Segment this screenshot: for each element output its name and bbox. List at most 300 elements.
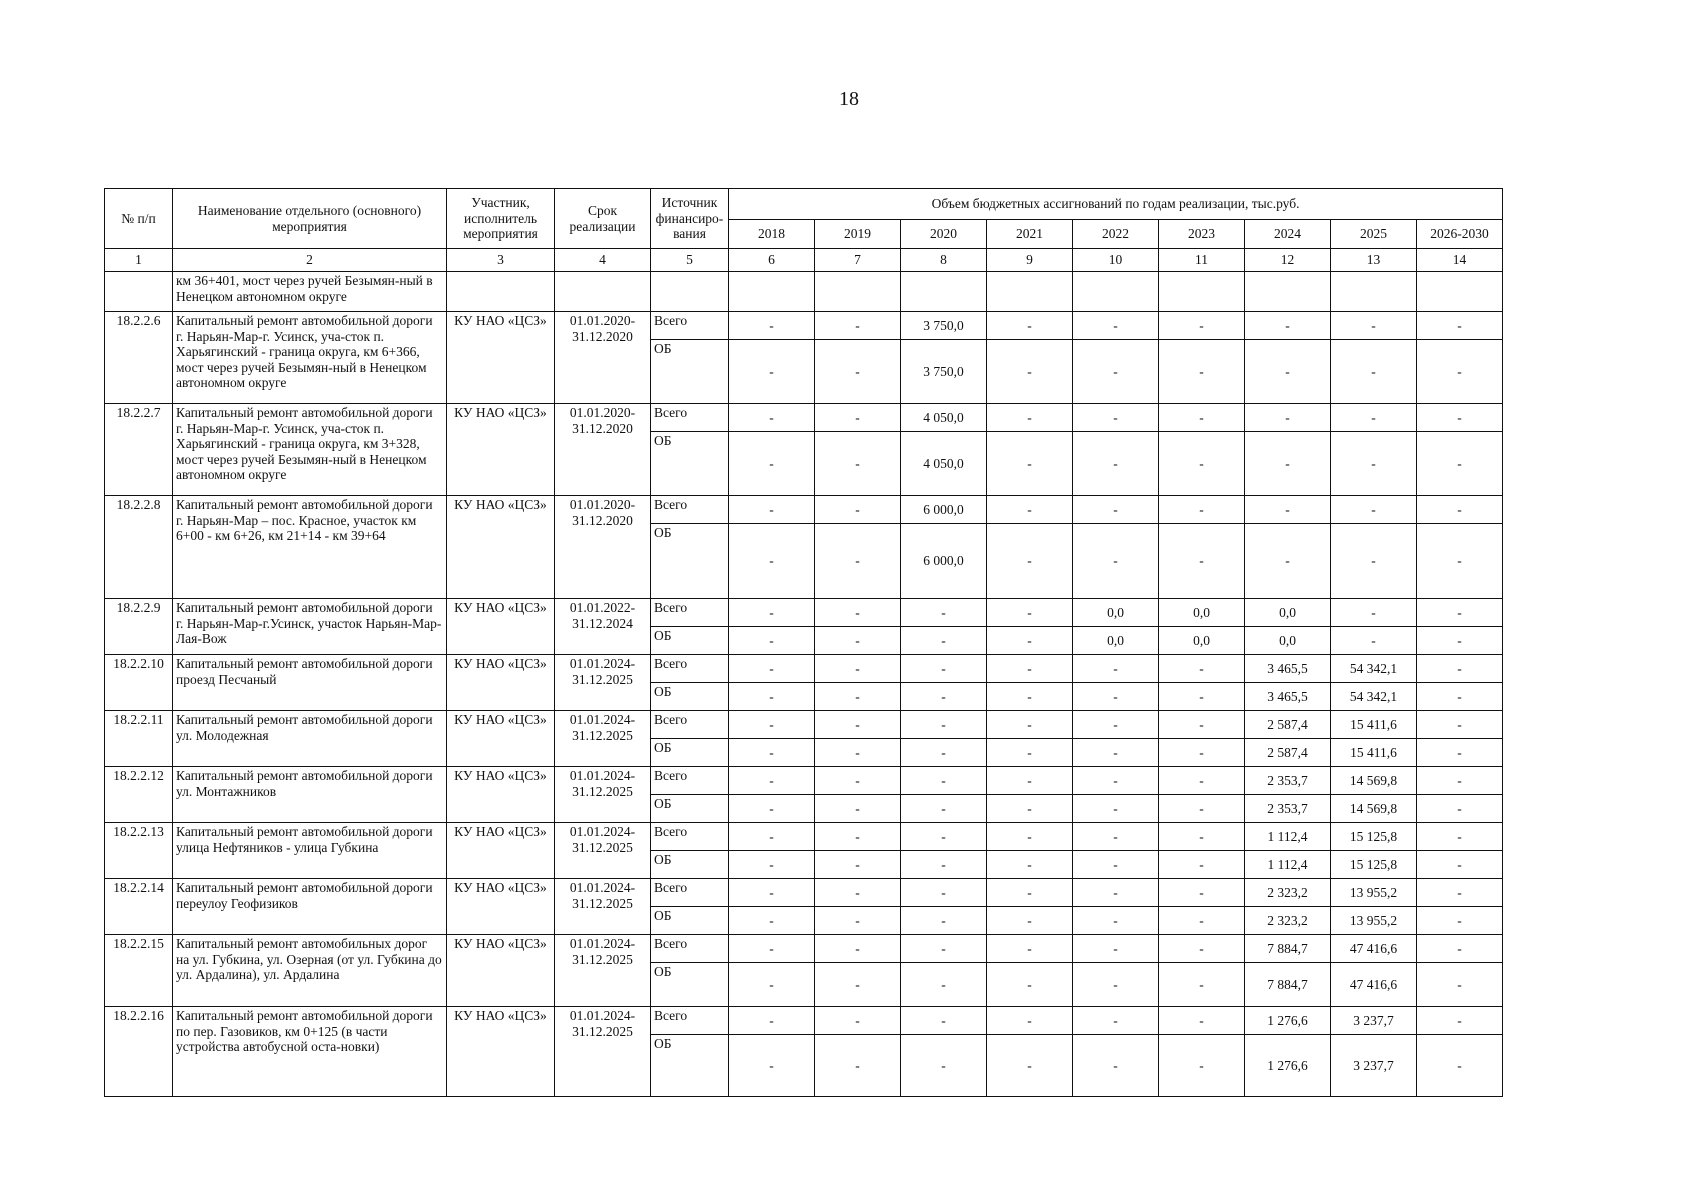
budget-value: 0,0: [1073, 599, 1159, 627]
budget-value: -: [901, 851, 987, 879]
budget-value: -: [1331, 340, 1417, 404]
budget-value: 54 342,1: [1331, 655, 1417, 683]
budget-value: -: [729, 627, 815, 655]
measure-term: 01.01.2020-31.12.2020: [555, 312, 651, 404]
budget-value: -: [901, 599, 987, 627]
column-index: 11: [1159, 249, 1245, 272]
budget-value: -: [1073, 739, 1159, 767]
budget-value: -: [1159, 795, 1245, 823]
budget-value: -: [901, 655, 987, 683]
header-year: 2018: [729, 220, 815, 249]
table-row: [105, 935, 1503, 963]
budget-value: -: [901, 627, 987, 655]
budget-value: -: [1417, 340, 1503, 404]
table-body: [105, 272, 1503, 1097]
budget-value: 15 125,8: [1331, 823, 1417, 851]
budget-value: -: [729, 739, 815, 767]
header-year: 2020: [901, 220, 987, 249]
budget-value: -: [815, 627, 901, 655]
budget-value: -: [1159, 683, 1245, 711]
funding-source: Всего: [651, 1007, 729, 1035]
column-index: 1: [105, 249, 173, 272]
budget-value: -: [1073, 1035, 1159, 1097]
budget-value: -: [1159, 1007, 1245, 1035]
measure-name: Капитальный ремонт автомобильной дороги г. Нарьян-Мар-г.Усинск, участок Нарьян-Мар-Лая-Вож: [173, 599, 447, 655]
measure-executor: КУ НАО «ЦСЗ»: [447, 823, 555, 879]
measure-name: Капитальный ремонт автомобильной дороги проезд Песчаный: [173, 655, 447, 711]
measure-executor: КУ НАО «ЦСЗ»: [447, 767, 555, 823]
funding-source: Всего: [651, 767, 729, 795]
header-source: Источник финансиро-вания: [651, 189, 729, 249]
budget-value: 15 411,6: [1331, 739, 1417, 767]
column-index: 12: [1245, 249, 1331, 272]
budget-value: -: [1073, 683, 1159, 711]
continuation-name: км 36+401, мост через ручей Безымян-ный в Ненецком автономном округе: [173, 272, 447, 312]
budget-value: 2 353,7: [1245, 795, 1331, 823]
budget-value: -: [815, 404, 901, 432]
budget-value: -: [1073, 963, 1159, 1007]
budget-value: -: [815, 823, 901, 851]
funding-source: ОБ: [651, 907, 729, 935]
column-index: 10: [1073, 249, 1159, 272]
budget-value: -: [987, 823, 1073, 851]
budget-value: -: [729, 851, 815, 879]
budget-value: -: [1073, 795, 1159, 823]
measure-term: 01.01.2024-31.12.2025: [555, 711, 651, 767]
budget-value: -: [901, 879, 987, 907]
budget-value: -: [1073, 524, 1159, 599]
budget-value: -: [987, 496, 1073, 524]
budget-value: -: [1073, 655, 1159, 683]
budget-value: -: [1417, 312, 1503, 340]
budget-value: -: [1159, 823, 1245, 851]
budget-value: -: [1245, 496, 1331, 524]
measure-executor: КУ НАО «ЦСЗ»: [447, 599, 555, 655]
funding-source: ОБ: [651, 683, 729, 711]
budget-value: -: [815, 340, 901, 404]
budget-value: -: [815, 496, 901, 524]
funding-source: ОБ: [651, 340, 729, 404]
budget-value: -: [1159, 963, 1245, 1007]
budget-value: -: [815, 524, 901, 599]
budget-value: 4 050,0: [901, 404, 987, 432]
budget-value: -: [1245, 432, 1331, 496]
budget-value: -: [901, 907, 987, 935]
budget-value: -: [987, 907, 1073, 935]
header-executor: Участник, исполнитель мероприятия: [447, 189, 555, 249]
budget-value: -: [987, 404, 1073, 432]
budget-value: -: [815, 935, 901, 963]
budget-value: 1 112,4: [1245, 851, 1331, 879]
budget-value: -: [987, 1035, 1073, 1097]
budget-value: -: [815, 711, 901, 739]
budget-value: -: [729, 683, 815, 711]
budget-value: -: [1073, 767, 1159, 795]
budget-value: -: [901, 683, 987, 711]
budget-value: -: [1159, 851, 1245, 879]
budget-value: -: [1331, 312, 1417, 340]
measure-executor: КУ НАО «ЦСЗ»: [447, 496, 555, 599]
budget-value: -: [1245, 312, 1331, 340]
budget-value: 0,0: [1159, 599, 1245, 627]
budget-value: 6 000,0: [901, 496, 987, 524]
budget-value: 0,0: [1245, 627, 1331, 655]
budget-value: -: [987, 1007, 1073, 1035]
measure-code: 18.2.2.7: [105, 404, 173, 496]
funding-source: Всего: [651, 496, 729, 524]
budget-value: -: [815, 851, 901, 879]
budget-value: -: [729, 496, 815, 524]
table-row: [105, 711, 1503, 739]
budget-value: 2 323,2: [1245, 879, 1331, 907]
measure-term: 01.01.2024-31.12.2025: [555, 1007, 651, 1097]
budget-value: -: [815, 907, 901, 935]
column-index: 4: [555, 249, 651, 272]
measure-code: 18.2.2.12: [105, 767, 173, 823]
budget-value: -: [1331, 432, 1417, 496]
funding-source: ОБ: [651, 851, 729, 879]
budget-value: -: [987, 683, 1073, 711]
budget-value: -: [815, 963, 901, 1007]
budget-value: -: [987, 627, 1073, 655]
budget-value: -: [1331, 524, 1417, 599]
budget-value: 54 342,1: [1331, 683, 1417, 711]
budget-value: 0,0: [1159, 627, 1245, 655]
measure-term: 01.01.2024-31.12.2025: [555, 879, 651, 935]
budget-value: -: [729, 879, 815, 907]
budget-value: -: [1159, 655, 1245, 683]
budget-value: -: [901, 711, 987, 739]
header-year: 2021: [987, 220, 1073, 249]
budget-value: -: [729, 404, 815, 432]
funding-source: ОБ: [651, 739, 729, 767]
header-year: 2026-2030: [1417, 220, 1503, 249]
budget-value: -: [1417, 963, 1503, 1007]
budget-value: 3 237,7: [1331, 1007, 1417, 1035]
budget-value: -: [1417, 795, 1503, 823]
budget-value: -: [1159, 432, 1245, 496]
budget-value: -: [987, 524, 1073, 599]
budget-value: -: [1159, 496, 1245, 524]
budget-value: -: [729, 524, 815, 599]
funding-source: ОБ: [651, 524, 729, 599]
budget-value: -: [729, 935, 815, 963]
budget-value: -: [815, 432, 901, 496]
continuation-code: [105, 272, 173, 312]
measure-executor: КУ НАО «ЦСЗ»: [447, 655, 555, 711]
budget-value: -: [815, 312, 901, 340]
budget-value: -: [1073, 851, 1159, 879]
budget-value: -: [987, 599, 1073, 627]
measure-code: 18.2.2.13: [105, 823, 173, 879]
budget-value: -: [815, 1035, 901, 1097]
funding-source: Всего: [651, 599, 729, 627]
measure-term: 01.01.2024-31.12.2025: [555, 823, 651, 879]
budget-value: -: [1159, 404, 1245, 432]
measure-term: 01.01.2022-31.12.2024: [555, 599, 651, 655]
measure-name: Капитальный ремонт автомобильной дороги ул. Молодежная: [173, 711, 447, 767]
budget-value: 3 750,0: [901, 312, 987, 340]
budget-value: -: [901, 1007, 987, 1035]
measure-name: Капитальный ремонт автомобильной дороги улица Нефтяников - улица Губкина: [173, 823, 447, 879]
budget-value: -: [987, 655, 1073, 683]
budget-value: -: [1073, 935, 1159, 963]
budget-value: 6 000,0: [901, 524, 987, 599]
funding-source: Всего: [651, 711, 729, 739]
budget-value: -: [1073, 907, 1159, 935]
budget-value: -: [729, 795, 815, 823]
header-volume: Объем бюджетных ассигнований по годам реализации, тыс.руб.: [729, 189, 1503, 220]
budget-value: -: [815, 739, 901, 767]
budget-value: -: [729, 963, 815, 1007]
budget-value: 3 465,5: [1245, 655, 1331, 683]
budget-value: -: [815, 599, 901, 627]
budget-value: -: [987, 340, 1073, 404]
budget-value: -: [1417, 599, 1503, 627]
budget-value: -: [1417, 823, 1503, 851]
budget-value: -: [901, 1035, 987, 1097]
budget-value: -: [1417, 524, 1503, 599]
measure-term: 01.01.2024-31.12.2025: [555, 935, 651, 1007]
measure-name: Капитальный ремонт автомобильной дороги ул. Монтажников: [173, 767, 447, 823]
budget-value: -: [1417, 879, 1503, 907]
budget-value: -: [987, 739, 1073, 767]
table-row: [105, 823, 1503, 851]
budget-value: -: [987, 711, 1073, 739]
budget-value: -: [987, 851, 1073, 879]
funding-source: Всего: [651, 935, 729, 963]
measure-executor: КУ НАО «ЦСЗ»: [447, 879, 555, 935]
budget-value: -: [815, 683, 901, 711]
budget-value: -: [901, 823, 987, 851]
table-row: [105, 496, 1503, 524]
table-row: [105, 655, 1503, 683]
budget-value: 2 353,7: [1245, 767, 1331, 795]
budget-value: 1 276,6: [1245, 1035, 1331, 1097]
budget-value: -: [1073, 823, 1159, 851]
budget-value: -: [1417, 683, 1503, 711]
budget-value: -: [901, 795, 987, 823]
header-year: 2019: [815, 220, 901, 249]
column-index: 6: [729, 249, 815, 272]
budget-value: -: [987, 935, 1073, 963]
funding-source: ОБ: [651, 432, 729, 496]
budget-value: -: [901, 739, 987, 767]
budget-value: 15 411,6: [1331, 711, 1417, 739]
budget-value: -: [901, 963, 987, 1007]
budget-value: -: [1073, 711, 1159, 739]
column-index: 8: [901, 249, 987, 272]
column-index: 13: [1331, 249, 1417, 272]
budget-value: 14 569,8: [1331, 795, 1417, 823]
measure-term: 01.01.2020-31.12.2020: [555, 496, 651, 599]
budget-value: -: [1417, 767, 1503, 795]
budget-value: 4 050,0: [901, 432, 987, 496]
budget-value: -: [1159, 907, 1245, 935]
column-index: 7: [815, 249, 901, 272]
budget-value: 7 884,7: [1245, 963, 1331, 1007]
budget-value: -: [815, 795, 901, 823]
budget-value: 3 465,5: [1245, 683, 1331, 711]
measure-name: Капитальный ремонт автомобильной дороги переулоу Геофизиков: [173, 879, 447, 935]
measure-code: 18.2.2.9: [105, 599, 173, 655]
budget-value: -: [1417, 496, 1503, 524]
page-number: 18: [839, 88, 859, 110]
measure-executor: КУ НАО «ЦСЗ»: [447, 312, 555, 404]
header-year: 2023: [1159, 220, 1245, 249]
budget-value: 3 237,7: [1331, 1035, 1417, 1097]
budget-value: -: [1159, 312, 1245, 340]
measure-term: 01.01.2020-31.12.2020: [555, 404, 651, 496]
header-num: № п/п: [105, 189, 173, 249]
measure-code: 18.2.2.15: [105, 935, 173, 1007]
budget-value: -: [1331, 404, 1417, 432]
funding-source: Всего: [651, 404, 729, 432]
budget-value: -: [1073, 312, 1159, 340]
budget-value: -: [1073, 879, 1159, 907]
budget-value: -: [1073, 404, 1159, 432]
budget-value: -: [901, 935, 987, 963]
budget-value: -: [1073, 432, 1159, 496]
budget-value: -: [1245, 404, 1331, 432]
funding-source: Всего: [651, 655, 729, 683]
budget-value: -: [815, 767, 901, 795]
budget-value: -: [987, 795, 1073, 823]
header-year: 2024: [1245, 220, 1331, 249]
column-index: 2: [173, 249, 447, 272]
budget-value: -: [729, 907, 815, 935]
budget-value: 47 416,6: [1331, 935, 1417, 963]
budget-value: -: [1159, 767, 1245, 795]
budget-value: 13 955,2: [1331, 907, 1417, 935]
measure-executor: КУ НАО «ЦСЗ»: [447, 404, 555, 496]
column-index: 3: [447, 249, 555, 272]
budget-value: -: [729, 711, 815, 739]
measure-name: Капитальный ремонт автомобильных дорог на ул. Губкина, ул. Озерная (от ул. Губкина до ул. Ардалина), ул. Ардалина: [173, 935, 447, 1007]
budget-value: -: [987, 432, 1073, 496]
budget-value: -: [1159, 711, 1245, 739]
budget-value: -: [987, 963, 1073, 1007]
column-index: 5: [651, 249, 729, 272]
budget-value: 3 750,0: [901, 340, 987, 404]
budget-value: 0,0: [1245, 599, 1331, 627]
budget-value: 1 276,6: [1245, 1007, 1331, 1035]
budget-value: -: [1417, 1035, 1503, 1097]
budget-value: -: [1159, 739, 1245, 767]
header-name: Наименование отдельного (основного) мероприятия: [173, 189, 447, 249]
measure-term: 01.01.2024-31.12.2025: [555, 767, 651, 823]
funding-source: ОБ: [651, 1035, 729, 1097]
budget-value: 0,0: [1073, 627, 1159, 655]
funding-source: ОБ: [651, 963, 729, 1007]
budget-value: -: [729, 1035, 815, 1097]
header-year: 2022: [1073, 220, 1159, 249]
budget-value: 2 323,2: [1245, 907, 1331, 935]
budget-value: -: [1159, 935, 1245, 963]
table-row: [105, 312, 1503, 340]
measure-name: Капитальный ремонт автомобильной дороги г. Нарьян-Мар – пос. Красное, участок км 6+00 - км 6+26, км 21+14 - км 39+64: [173, 496, 447, 599]
measure-code: 18.2.2.6: [105, 312, 173, 404]
funding-source: Всего: [651, 823, 729, 851]
header-term: Срок реализации: [555, 189, 651, 249]
table-row: [105, 767, 1503, 795]
budget-value: -: [1417, 1007, 1503, 1035]
measure-name: Капитальный ремонт автомобильной дороги по пер. Газовиков, км 0+125 (в части устройства автобусной оста-новки): [173, 1007, 447, 1097]
budget-value: 2 587,4: [1245, 711, 1331, 739]
budget-value: -: [1417, 851, 1503, 879]
budget-value: -: [1159, 524, 1245, 599]
funding-source: ОБ: [651, 795, 729, 823]
budget-table: [104, 188, 1503, 1097]
budget-value: 7 884,7: [1245, 935, 1331, 963]
table-row: [105, 1007, 1503, 1035]
budget-value: -: [987, 312, 1073, 340]
budget-value: -: [1073, 1007, 1159, 1035]
budget-value: -: [1245, 340, 1331, 404]
measure-code: 18.2.2.16: [105, 1007, 173, 1097]
budget-value: -: [815, 1007, 901, 1035]
budget-value: -: [1417, 627, 1503, 655]
budget-value: -: [815, 655, 901, 683]
budget-value: 13 955,2: [1331, 879, 1417, 907]
budget-value: -: [1073, 340, 1159, 404]
budget-value: -: [729, 312, 815, 340]
budget-value: -: [1417, 907, 1503, 935]
header-index-row: [105, 249, 1503, 272]
measure-code: 18.2.2.14: [105, 879, 173, 935]
budget-value: 2 587,4: [1245, 739, 1331, 767]
budget-value: -: [1417, 711, 1503, 739]
funding-source: Всего: [651, 312, 729, 340]
measure-code: 18.2.2.8: [105, 496, 173, 599]
measure-name: Капитальный ремонт автомобильной дороги г. Нарьян-Мар-г. Усинск, уча-сток п. Харьягинский - граница округа, км 6+366, мост через ручей Безымян-ный в Ненецком автономном округе: [173, 312, 447, 404]
budget-value: -: [901, 767, 987, 795]
budget-value: -: [729, 655, 815, 683]
budget-value: -: [1159, 1035, 1245, 1097]
table-row: [105, 879, 1503, 907]
funding-source: Всего: [651, 879, 729, 907]
budget-value: -: [1331, 627, 1417, 655]
table-row: [105, 404, 1503, 432]
budget-value: 15 125,8: [1331, 851, 1417, 879]
budget-value: -: [1417, 404, 1503, 432]
measure-code: 18.2.2.11: [105, 711, 173, 767]
budget-value: -: [1417, 432, 1503, 496]
budget-value: -: [1417, 935, 1503, 963]
budget-value: -: [1159, 340, 1245, 404]
column-index: 9: [987, 249, 1073, 272]
budget-value: 47 416,6: [1331, 963, 1417, 1007]
measure-term: 01.01.2024-31.12.2025: [555, 655, 651, 711]
header-year: 2025: [1331, 220, 1417, 249]
column-index: 14: [1417, 249, 1503, 272]
budget-value: 1 112,4: [1245, 823, 1331, 851]
table-row: [105, 599, 1503, 627]
continuation-row: [105, 272, 1503, 312]
budget-value: -: [987, 767, 1073, 795]
budget-value: -: [729, 340, 815, 404]
budget-value: -: [1417, 739, 1503, 767]
budget-value: -: [1073, 496, 1159, 524]
budget-value: 14 569,8: [1331, 767, 1417, 795]
budget-value: -: [729, 767, 815, 795]
measure-executor: КУ НАО «ЦСЗ»: [447, 935, 555, 1007]
budget-value: -: [1245, 524, 1331, 599]
budget-value: -: [987, 879, 1073, 907]
budget-value: -: [1159, 879, 1245, 907]
budget-value: -: [729, 432, 815, 496]
measure-executor: КУ НАО «ЦСЗ»: [447, 1007, 555, 1097]
